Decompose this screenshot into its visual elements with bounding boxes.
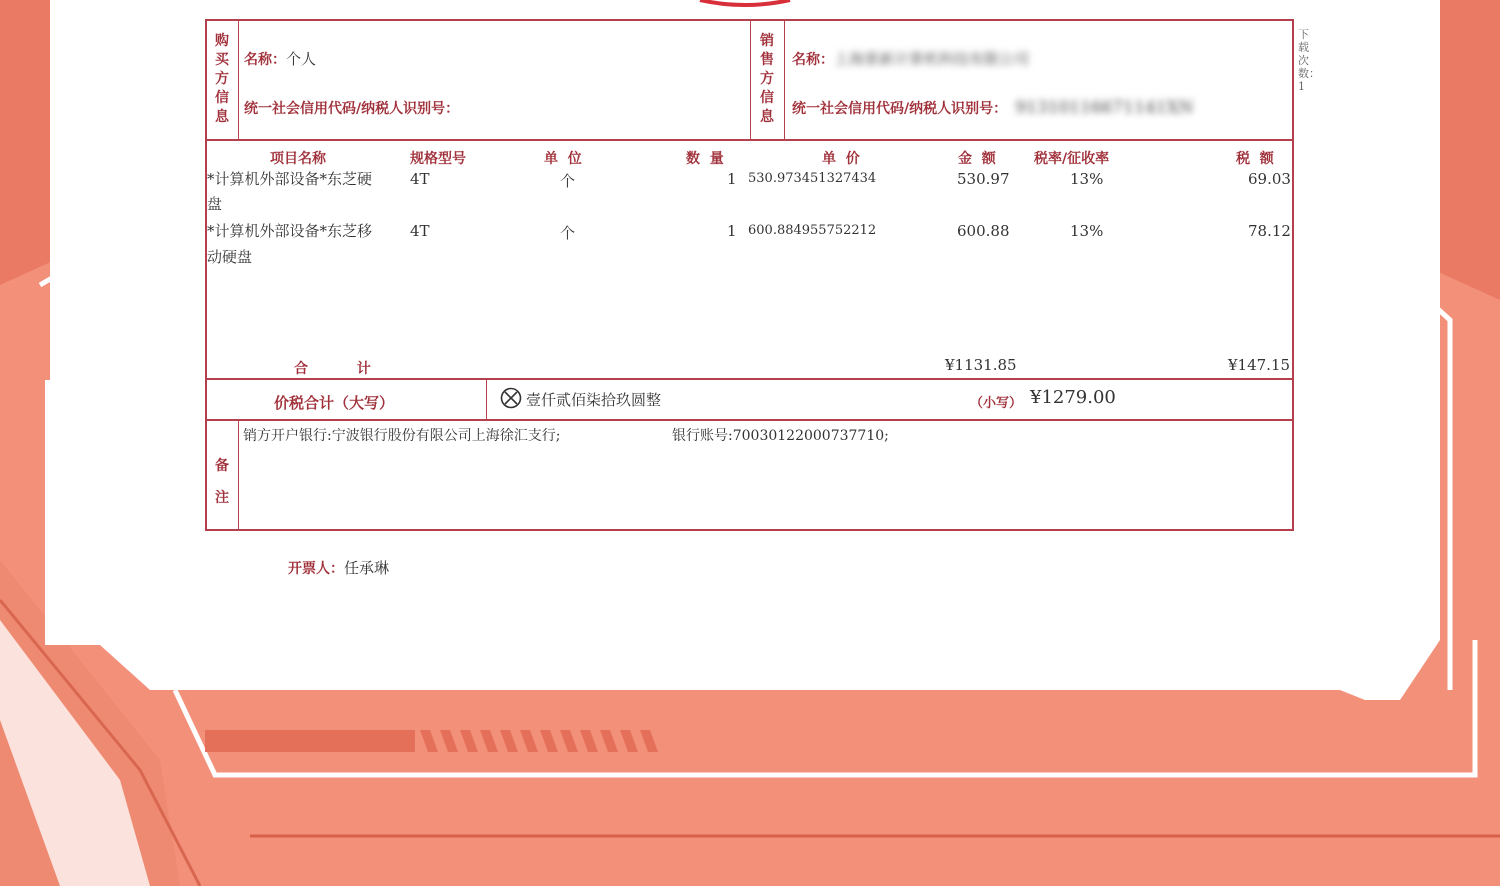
border-right (1292, 19, 1294, 531)
item-2-quantity: 1 (727, 222, 737, 240)
item-2-name-line1: *计算机外部设备*东芝移 (207, 222, 373, 240)
total-amount: ¥1131.85 (945, 356, 1017, 374)
item-1-quantity: 1 (727, 170, 737, 188)
border-bottom (205, 529, 1294, 531)
issuer-row (288, 557, 389, 578)
item-1-model: 4T (410, 170, 430, 188)
item-1-amount: 530.97 (957, 170, 1010, 188)
grand-total-label: 价税合计（大写） (274, 394, 395, 412)
grand-total-small-label: （小写） (970, 396, 1023, 411)
col-header-tax-rate: 税率/征收率 (1034, 151, 1110, 167)
seller-tax-id: 91310116671141XN (1015, 98, 1194, 118)
item-2-tax-rate: 13% (1070, 222, 1104, 240)
item-2-unit: 个 (560, 224, 576, 242)
total-tax: ¥147.15 (1228, 356, 1291, 374)
buyer-tax-id-label: 统一社会信用代码/纳税人识别号： (244, 101, 460, 117)
issuer-name: 任承琳 (344, 559, 390, 577)
buyer-name-label: 名称： (244, 52, 286, 68)
item-2-model: 4T (410, 222, 430, 240)
grand-total-small: ¥1279.00 (1030, 387, 1116, 408)
grand-total-words: 壹仟贰佰柒拾玖圆整 (526, 391, 662, 409)
col-header-unit-price: 单 价 (822, 151, 860, 167)
col-header-quantity: 数 量 (686, 151, 724, 167)
item-1-tax-rate: 13% (1070, 170, 1104, 188)
item-1-name-line2: 盘 (207, 195, 223, 213)
buyer-section-label: 购买方信息 (215, 33, 229, 125)
grand-total-label-divider (486, 378, 487, 420)
seller-tax-id-label: 统一社会信用代码/纳税人识别号： (792, 101, 1008, 117)
col-header-model: 规格型号 (410, 151, 466, 167)
col-header-unit: 单 位 (544, 151, 582, 167)
buyer-label-divider (238, 19, 239, 140)
item-2-name-line2: 动硬盘 (207, 248, 253, 266)
party-center-divider-a (750, 19, 751, 140)
col-header-amount: 金 额 (958, 151, 996, 167)
total-label: 合 计 (294, 361, 371, 377)
item-1-name-line1: *计算机外部设备*东芝硬 (207, 170, 373, 188)
seller-section-label: 销售方信息 (760, 33, 774, 125)
seller-name-label: 名称： (792, 52, 834, 68)
buyer-name-row (244, 48, 316, 69)
issuer-label: 开票人： (288, 561, 344, 577)
download-count: 下载次数：1 (1298, 28, 1320, 93)
item-1-unit-price: 530.973451327434 (748, 171, 877, 186)
items-bottom-divider (205, 378, 1294, 380)
remarks-bank: 销方开户银行:宁波银行股份有限公司上海徐汇支行; (243, 428, 561, 444)
seller-name-row (792, 48, 1029, 69)
seller-name: 上海景新计算机科技有限公司 (834, 50, 1030, 68)
item-1-tax: 69.03 (1248, 170, 1291, 188)
col-header-tax: 税 额 (1236, 151, 1274, 167)
remarks-label: 备注 (215, 458, 229, 506)
remarks-label-divider (238, 420, 239, 530)
buyer-name: 个人 (286, 50, 317, 68)
item-2-amount: 600.88 (957, 222, 1010, 240)
seller-tax-id-row (792, 98, 1194, 118)
col-header-name: 项目名称 (270, 151, 326, 167)
item-2-tax: 78.12 (1248, 222, 1291, 240)
circle-x-icon (500, 387, 522, 409)
party-center-divider-b (784, 19, 785, 140)
item-1-unit: 个 (560, 172, 576, 190)
border-left (205, 19, 207, 531)
item-2-unit-price: 600.884955752212 (748, 223, 877, 238)
remarks-account: 银行账号:70030122000737710; (672, 428, 889, 444)
grand-total-bottom-divider (205, 419, 1294, 421)
